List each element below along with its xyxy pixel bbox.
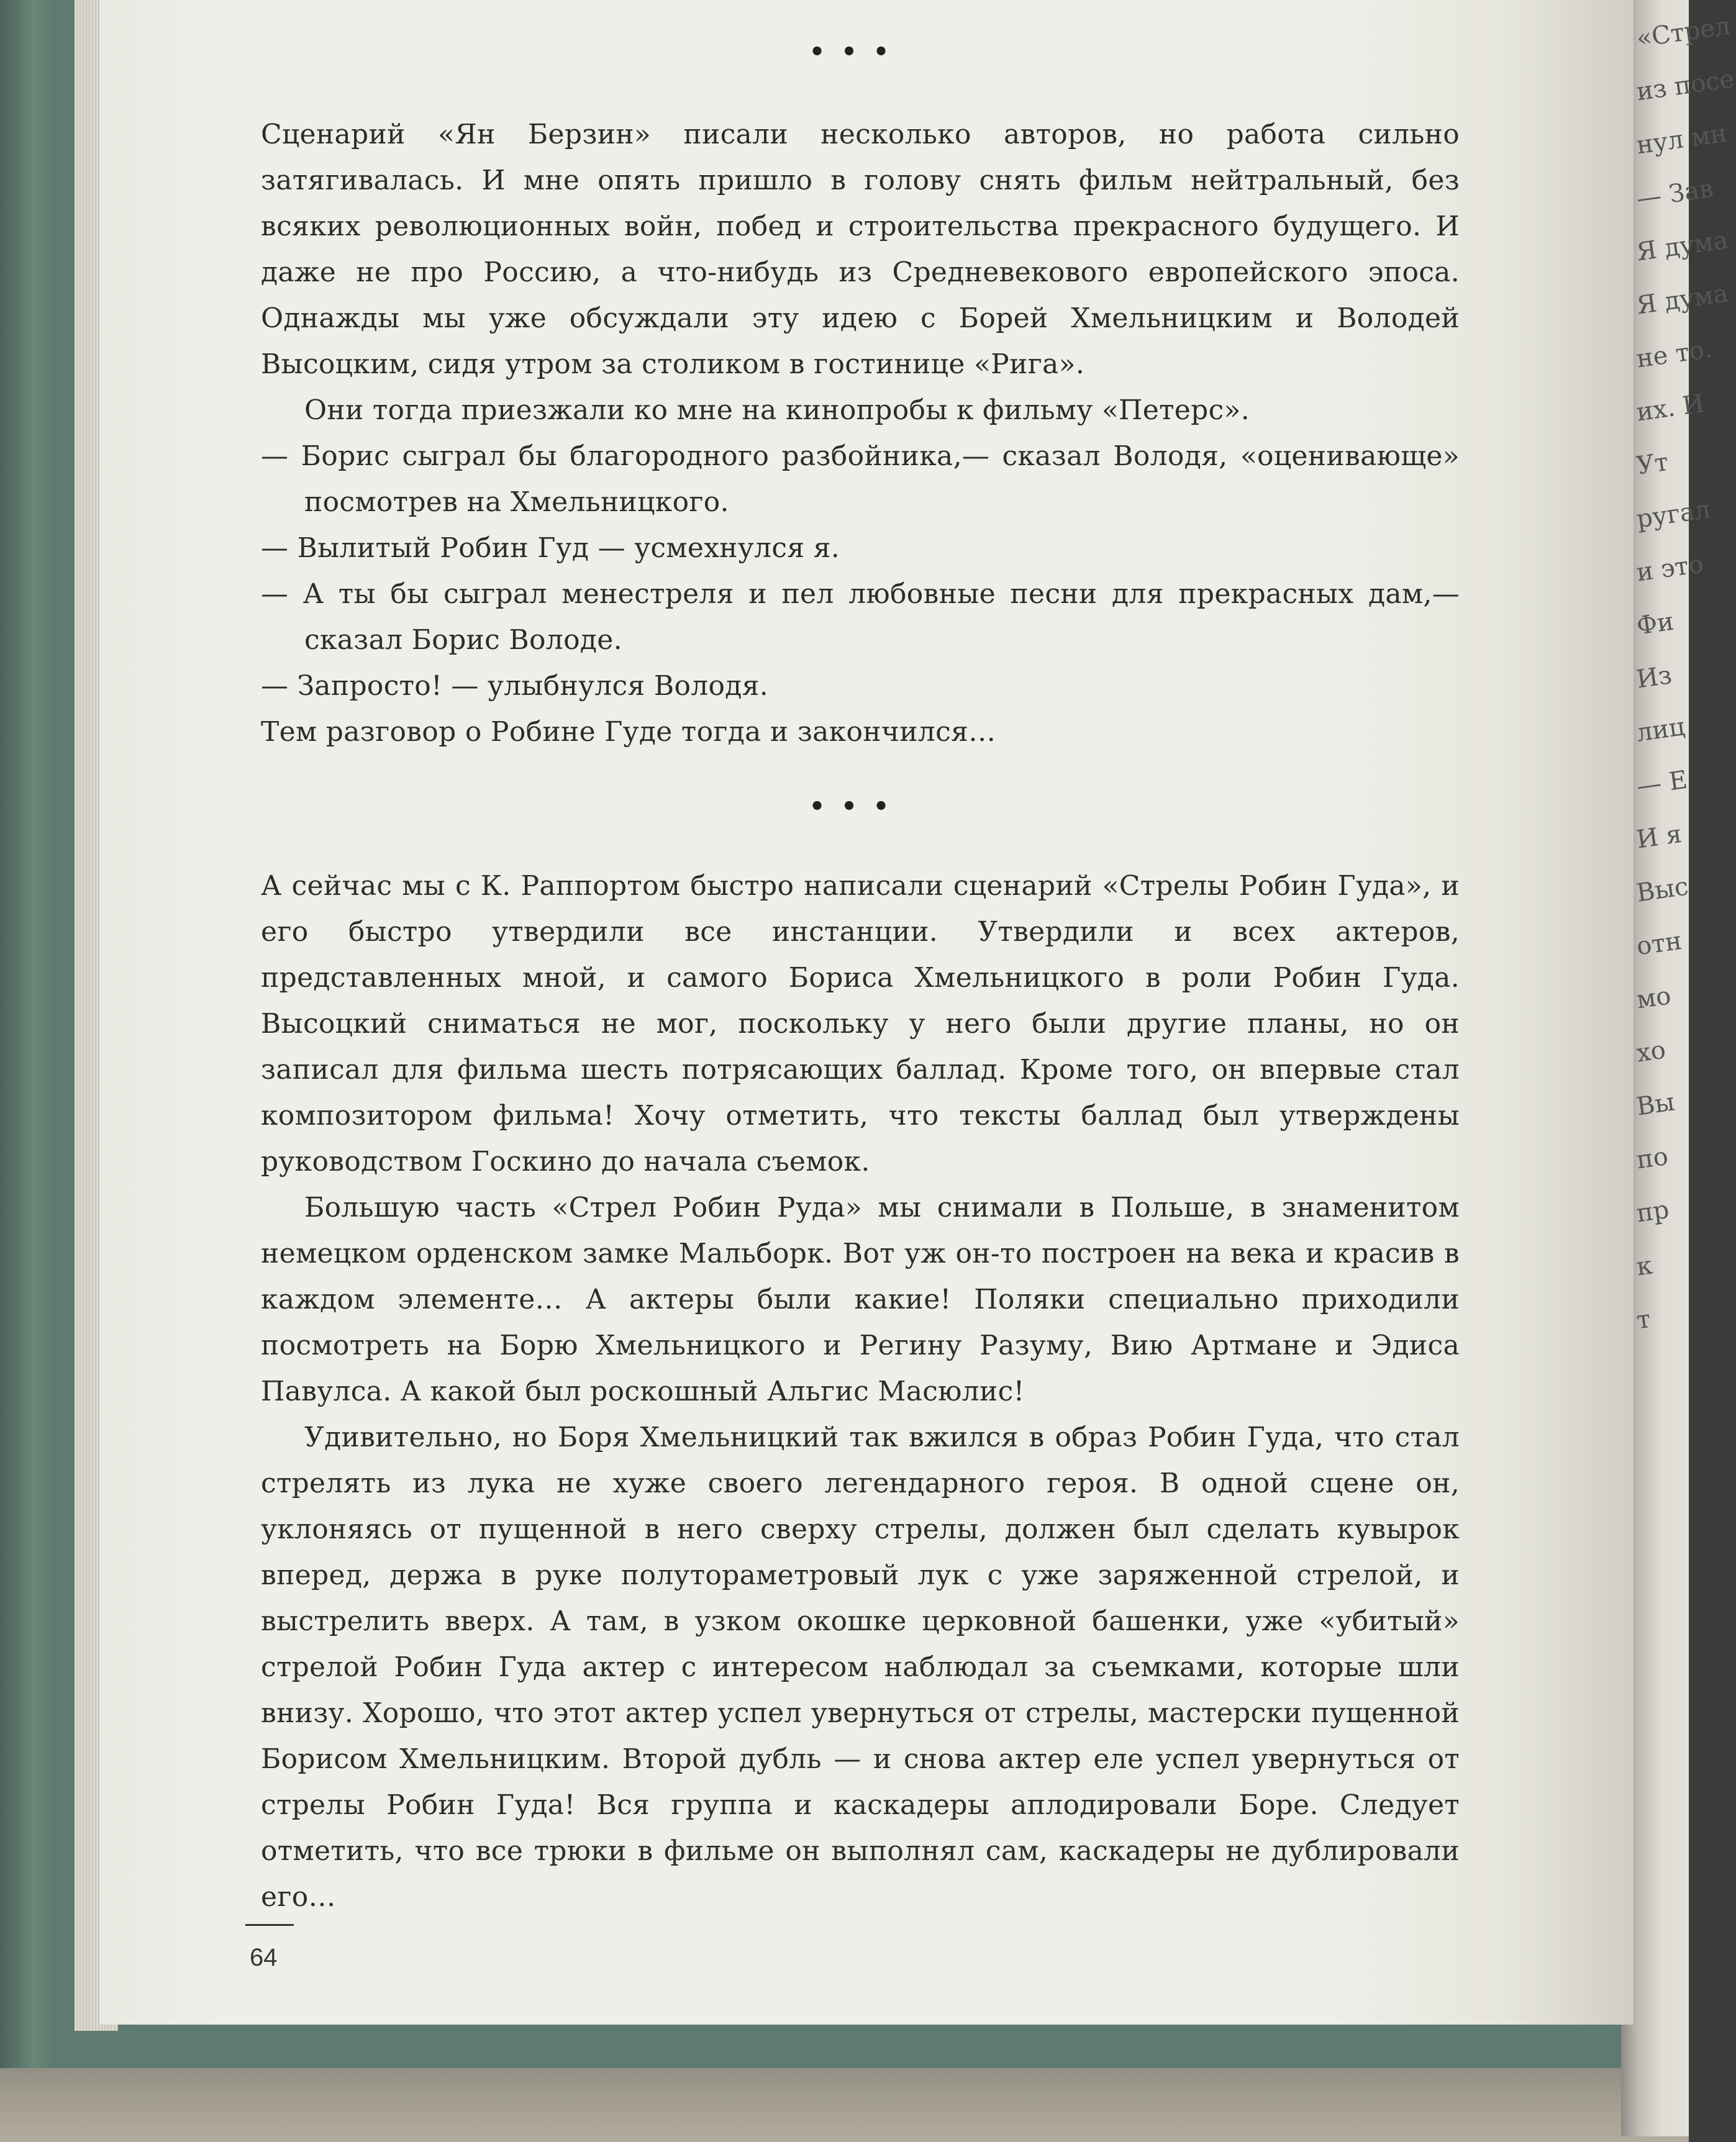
facing-page-fragment: т: [1635, 1304, 1653, 1335]
page-number-rule: [245, 1924, 294, 1926]
facing-page-fragment: Из: [1635, 661, 1674, 694]
facing-page-fragment: и это: [1635, 549, 1706, 588]
section-2: [261, 863, 1460, 1920]
facing-page-fragment: лиц: [1635, 712, 1687, 748]
section-separator-2: • • •: [809, 792, 893, 821]
book-spine-edge: [0, 0, 56, 2068]
facing-page-fragment: — Зав: [1635, 174, 1716, 214]
facing-page-fragment: хо: [1635, 1035, 1668, 1068]
facing-page-fragment: «Стрел: [1635, 11, 1732, 53]
facing-page-fragment: пр: [1635, 1195, 1671, 1228]
section-separator-1: • • •: [809, 37, 893, 66]
facing-page-fragment: Фи: [1635, 607, 1676, 641]
facing-page-fragment: по: [1635, 1141, 1670, 1175]
facing-page-fragment: ругал: [1635, 495, 1712, 534]
facing-page-fragment: их. И: [1635, 389, 1706, 427]
page-number: 64: [250, 1944, 278, 1971]
dialogue-line: — Борис сыграл бы благородного разбойника,— сказал Володя, «оценивающе» посмотрев на Хмельницкого.: [261, 440, 1460, 518]
section-1-paragraph-1: Сценарий «Ян Берзин» писали несколько авторов, но работа сильно затягивалась. И мне опять пришло в голову снять фильм нейтральный, без всяких революционных войн, побед и строительства прекрасного будущего. И даже не про Россию, а что-нибудь из Средневекового европейского эпоса. Однажды мы уже обсуждали эту идею с Борей Хмельницким и Володей Высоцким, сидя утром за столиком в гостинице «Рига».: [261, 119, 1460, 380]
section-2-paragraph-1: А сейчас мы с К. Раппортом быстро написали сценарий «Стрелы Робин Гуда», и его быстро утвердили все инстанции. Утвердили и всех актеров, представленных мной, и самого Бориса Хмельницкого в роли Робин Гуда. Высоцкий сниматься не мог, поскольку у него были другие планы, но он записал для фильма шесть потрясающих баллад. Кроме того, он впервые стал композитором фильма! Хочу отметить, что тексты баллад был утверждены руководством Госкино до начала съемок.: [261, 870, 1460, 1178]
facing-page-fragment: мо: [1635, 981, 1673, 1015]
facing-page-fragment: Вы: [1635, 1087, 1677, 1122]
dialogue-line: — А ты бы сыграл менестреля и пел любовные песни для прекрасных дам,— сказал Борис Володе.: [261, 578, 1460, 656]
facing-page-fragment: к: [1635, 1251, 1655, 1282]
facing-page-fragment: не то.: [1635, 335, 1714, 374]
table-surface: [0, 2056, 1689, 2142]
facing-page-fragment: из посе: [1635, 65, 1736, 107]
facing-page-fragment: Ут: [1635, 447, 1670, 481]
section-1-paragraph-2: Они тогда приезжали ко мне на кинопробы к фильму «Петерс».: [304, 394, 1250, 426]
dialogue-line: — Вылитый Робин Гуд — усмехнулся я.: [261, 532, 840, 564]
facing-page-fragment: нул мн: [1635, 119, 1729, 160]
section-2-paragraph-2: Большую часть «Стрел Робин Руда» мы снимали в Польше, в знаменитом немецком орденском замке Мальборк. Вот уж он-то построен на века и красив в каждом элементе… А актеры были какие! Поляки специально приходили посмотреть на Борю Хмельницкого и Регину Разуму, Вию Артмане и Эдиса Павулса. А какой был роскошный Альгис Масюлис!: [261, 1192, 1460, 1407]
facing-page-fragment: Я дума: [1635, 279, 1730, 320]
facing-page-fragment: И я: [1635, 819, 1684, 855]
dialogue-line: — Запросто! — улыбнулся Володя.: [261, 670, 769, 702]
section-1-closing: Тем разговор о Робине Гуде тогда и закончился…: [261, 716, 996, 748]
section-2-paragraph-3: Удивительно, но Боря Хмельницкий так вжился в образ Робин Гуда, что стал стрелять из лука не хуже своего легендарного героя. В одной сцене он, уклоняясь от пущенной в него сверху стрелы, должен был сделать кувырок вперед, держа в руке полутораметровый лук с уже заряженной стрелой, и выстрелить вверх. А там, в узком окошке церковной башенки, уже «убитый» стрелой Робин Гуда актер с интересом наблюдал за съемками, которые шли внизу. Хорошо, что этот актер успел увернуться от стрелы, мастерски пущенной Борисом Хмельницким. Второй дубль — и снова актер еле успел увернуться от стрелы Робин Гуда! Вся группа и каскадеры аплодировали Боре. Следует отметить, что все трюки в фильме он выполнял сам, каскадеры не дублировали его…: [261, 1422, 1460, 1913]
facing-page-fragment: Выс: [1635, 872, 1691, 908]
facing-page-fragment: Я дума: [1635, 225, 1730, 267]
section-1: [261, 112, 1460, 755]
facing-page-fragment: отн: [1635, 926, 1684, 961]
facing-page-fragment: — Е: [1635, 765, 1689, 801]
